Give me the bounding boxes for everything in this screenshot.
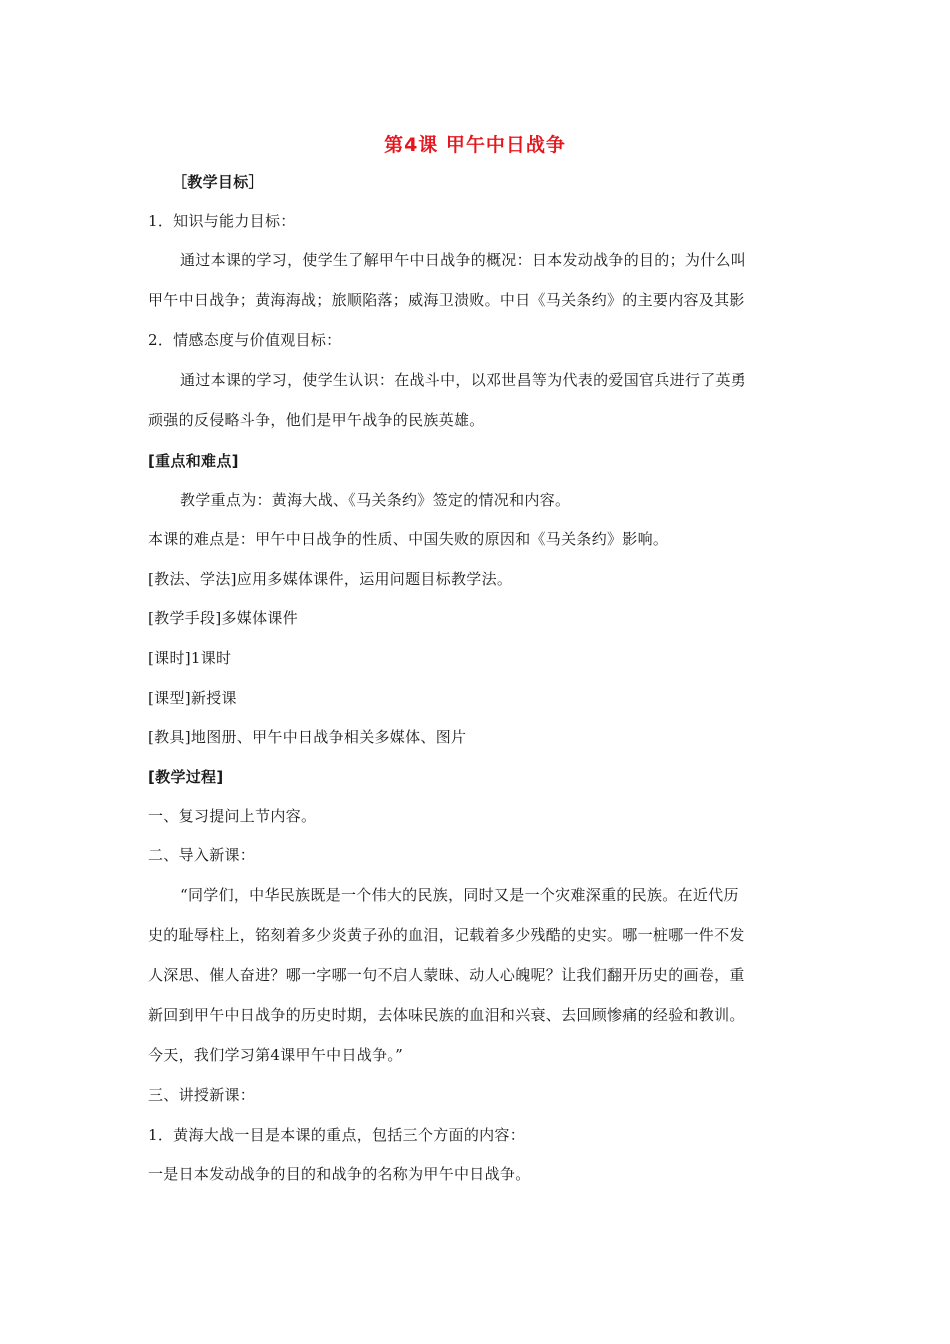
goal2-label: 2．情感态度与价值观目标： — [148, 331, 342, 349]
intro-line5: 今天，我们学习第4课甲午中日战争。” — [148, 1046, 404, 1064]
goal1-label: 1．知识与能力目标： — [148, 212, 296, 230]
intro-line2: 史的耻辱柱上，铭刻着多少炎黄子孙的血泪，记载着多少残酷的史实。哪一桩哪一件不发 — [148, 926, 745, 944]
teaching-means: [教学手段]多媒体课件 — [148, 609, 299, 627]
intro-line4: 新回到甲午中日战争的历史时期，去体味民族的血泪和兴衰、去回顾惨痛的经验和教训。 — [148, 1006, 745, 1024]
intro-line1: “同学们，中华民族既是一个伟大的民族，同时又是一个灾难深重的民族。在近代历 — [180, 886, 739, 904]
class-type: [课型]新授课 — [148, 689, 237, 707]
goal1-paragraph-line1: 通过本课的学习，使学生了解甲午中日战争的概况：日本发动战争的目的；为什么叫 — [180, 251, 747, 269]
section-heading-goals: ［教学目标］ — [172, 173, 264, 191]
goal2-paragraph-line2: 顽强的反侵略斗争，他们是甲午战争的民族英雄。 — [148, 411, 485, 429]
teaching-tools: [教具]地图册、甲午中日战争相关多媒体、图片 — [148, 728, 467, 746]
teaching-method: [教法、学法]应用多媒体课件，运用问题目标教学法。 — [148, 570, 513, 588]
goal1-paragraph-line2: 甲午中日战争；黄海海战；旅顺陷落；威海卫溃败。中日《马关条约》的主要内容及其影 — [148, 291, 745, 309]
key-focus: 教学重点为：黄海大战、《马关条约》签定的情况和内容。 — [180, 491, 571, 509]
process-step1: 一、复习提问上节内容。 — [148, 807, 317, 825]
key-difficulty: 本课的难点是：甲午中日战争的性质、中国失败的原因和《马关条约》影响。 — [148, 530, 669, 548]
lesson-point1-a: 一是日本发动战争的目的和战争的名称为甲午中日战争。 — [148, 1165, 531, 1183]
lesson-title: 第4课 甲午中日战争 — [384, 134, 566, 156]
section-heading-process: [教学过程] — [148, 768, 224, 786]
process-step3: 三、讲授新课： — [148, 1086, 256, 1104]
process-step2: 二、导入新课： — [148, 846, 256, 864]
class-hours: [课时]1课时 — [148, 649, 232, 667]
section-heading-key: [重点和难点] — [148, 452, 239, 470]
intro-line3: 人深思、催人奋进？哪一字哪一句不启人蒙昧、动人心魄呢？让我们翻开历史的画卷，重 — [148, 966, 745, 984]
lesson-point1: 1．黄海大战一目是本课的重点，包括三个方面的内容： — [148, 1126, 526, 1144]
goal2-paragraph-line1: 通过本课的学习，使学生认识：在战斗中，以邓世昌等为代表的爱国官兵进行了英勇 — [180, 371, 747, 389]
